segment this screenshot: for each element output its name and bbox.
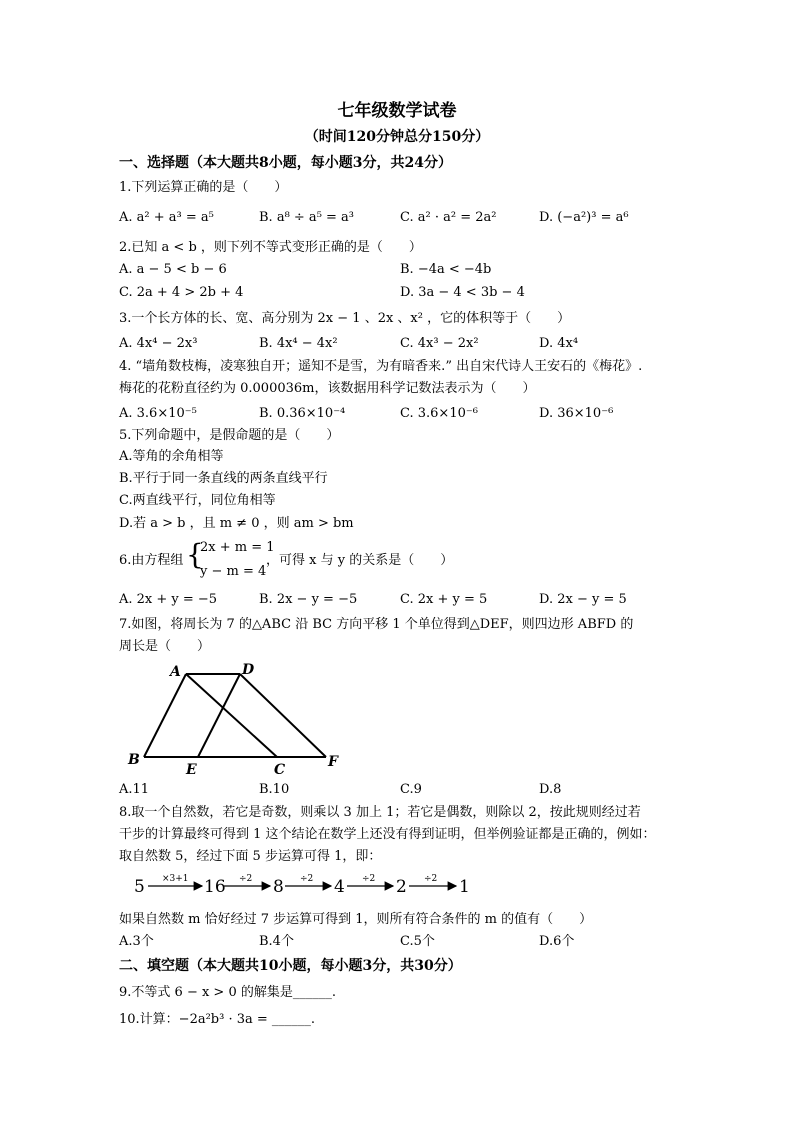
section-heading-choice: 一、选择题（本大题共8小题，每小题3分，共24分） — [119, 155, 452, 171]
q2-option-a: A. a − 5 < b − 6 — [119, 262, 227, 277]
question-4-line-1: 4. “墙角数枝梅，凌寒独自开；遥知不是雪，为有暗香来.” 出自宋代诗人王安石的《梅花》. — [119, 359, 643, 374]
q3-option-a: A. 4x⁴ − 2x³ — [119, 336, 198, 351]
question-4-line-2: 梅花的花粉直径约为 0.000036m，该数据用科学记数法表示为（ ） — [119, 381, 536, 396]
segment-ac — [186, 674, 277, 757]
chain-op-5: ÷2 — [424, 874, 438, 884]
operation-chain — [120, 868, 480, 904]
q7-option-d: D.8 — [539, 782, 562, 797]
q6-option-b: B. 2x − y = −5 — [259, 592, 358, 607]
q6-option-a: A. 2x + y = −5 — [119, 592, 218, 607]
translation-figure — [120, 660, 350, 780]
question-8-line-2: 干步的计算最终可得到 1 这个结论在数学上还没有得到证明，但举例验证都是正确的，例如： — [119, 827, 656, 842]
segment-df — [240, 674, 326, 757]
question-8-line-1: 8.取一个自然数，若它是奇数，则乘以 3 加上 1；若它是偶数，则除以 2，按此规则经过若 — [119, 805, 641, 820]
q4-option-c: C. 3.6×10⁻⁶ — [400, 406, 478, 421]
q3-option-d: D. 4x⁴ — [539, 336, 579, 351]
chain-op-3: ÷2 — [300, 874, 314, 884]
q3-option-b: B. 4x⁴ − 4x² — [259, 336, 338, 351]
segment-ab — [144, 674, 186, 757]
q4-option-a: A. 3.6×10⁻⁵ — [119, 406, 197, 421]
q7-option-b: B.10 — [259, 782, 290, 797]
q4-option-b: B. 0.36×10⁻⁴ — [259, 406, 346, 421]
q6-equation-2: y − m = 4 — [200, 564, 267, 579]
q7-option-c: C.9 — [400, 782, 422, 797]
q4-option-d: D. 36×10⁻⁶ — [539, 406, 614, 421]
question-8-line-3: 取自然数 5，经过下面 5 步运算可得 1，即： — [119, 849, 382, 864]
q8-option-a: A.3个 — [119, 934, 154, 949]
q5-option-c: C.两直线平行，同位角相等 — [119, 493, 276, 508]
q5-option-b: B.平行于同一条直线的两条直线平行 — [119, 471, 328, 486]
question-8-line-4: 如果自然数 m 恰好经过 7 步运算可得到 1，则所有符合条件的 m 的值有（ ） — [119, 912, 593, 927]
chain-number-8: 8 — [273, 877, 284, 897]
section-heading-fill: 二、填空题（本大题共10小题，每小题3分，共30分） — [119, 958, 462, 974]
question-6-prefix: 6.由方程组 — [119, 553, 184, 568]
question-2-stem: 2.已知 a < b ，则下列不等式变形正确的是（ ） — [119, 240, 422, 255]
q2-option-b: B. −4a < −4b — [400, 262, 492, 277]
chain-op-2: ÷2 — [239, 874, 253, 884]
q8-option-d: D.6个 — [539, 934, 575, 949]
segment-de — [198, 674, 240, 757]
q1-option-a: A. a² + a³ = a⁵ — [119, 210, 214, 225]
q5-option-d: D.若 a > b ，且 m ≠ 0 ，则 am > bm — [119, 516, 354, 531]
chain-number-1: 1 — [459, 877, 470, 897]
system-brace: { — [186, 538, 204, 571]
label-a: A — [170, 664, 181, 680]
page-subtitle: （时间120分钟总分150分） — [304, 129, 490, 145]
chain-op-1: ×3+1 — [162, 874, 189, 884]
label-f: F — [328, 754, 338, 770]
q1-option-b: B. a⁸ ÷ a⁵ = a³ — [259, 210, 355, 225]
q5-option-a: A.等角的余角相等 — [119, 449, 224, 464]
question-1-stem: 1.下列运算正确的是（ ） — [119, 180, 288, 195]
q6-equation-1: 2x + m = 1 — [200, 540, 275, 555]
question-7-line-1: 7.如图，将周长为 7 的△ABC 沿 BC 方向平移 1 个单位得到△DEF，则四边形 ABFD 的 — [119, 617, 634, 632]
question-10: 10.计算：−2a²b³ · 3a = ______. — [119, 1012, 316, 1027]
chain-number-16: 16 — [204, 877, 226, 897]
q8-option-c: C.5个 — [400, 934, 435, 949]
question-9: 9.不等式 6 − x > 0 的解集是______. — [119, 985, 336, 1000]
q3-option-c: C. 4x³ − 2x² — [400, 336, 479, 351]
q1-option-d: D. (−a²)³ = a⁶ — [539, 210, 629, 225]
q8-option-b: B.4个 — [259, 934, 294, 949]
page-title: 七年级数学试卷 — [337, 101, 457, 121]
q6-option-c: C. 2x + y = 5 — [400, 592, 488, 607]
label-b: B — [128, 752, 140, 768]
q2-option-c: C. 2a + 4 > 2b + 4 — [119, 285, 244, 300]
chain-number-2: 2 — [396, 877, 407, 897]
label-e: E — [186, 762, 197, 778]
q1-option-c: C. a² · a² = 2a² — [400, 210, 497, 225]
chain-number-5: 5 — [134, 877, 145, 897]
question-5-stem: 5.下列命题中，是假命题的是（ ） — [119, 428, 340, 443]
q6-option-d: D. 2x − y = 5 — [539, 592, 627, 607]
chain-op-4: ÷2 — [362, 874, 376, 884]
chain-number-4: 4 — [334, 877, 345, 897]
label-d: D — [242, 662, 255, 678]
question-7-line-2: 周长是（ ） — [119, 639, 211, 654]
q2-option-d: D. 3a − 4 < 3b − 4 — [400, 285, 525, 300]
question-6-suffix: ，可得 x 与 y 的关系是（ ） — [266, 553, 454, 568]
question-3-stem: 3.一个长方体的长、宽、高分别为 2x − 1 、2x 、x² ，它的体积等于（ ） — [119, 311, 571, 326]
q7-option-a: A.11 — [119, 782, 150, 797]
label-c: C — [274, 762, 286, 778]
